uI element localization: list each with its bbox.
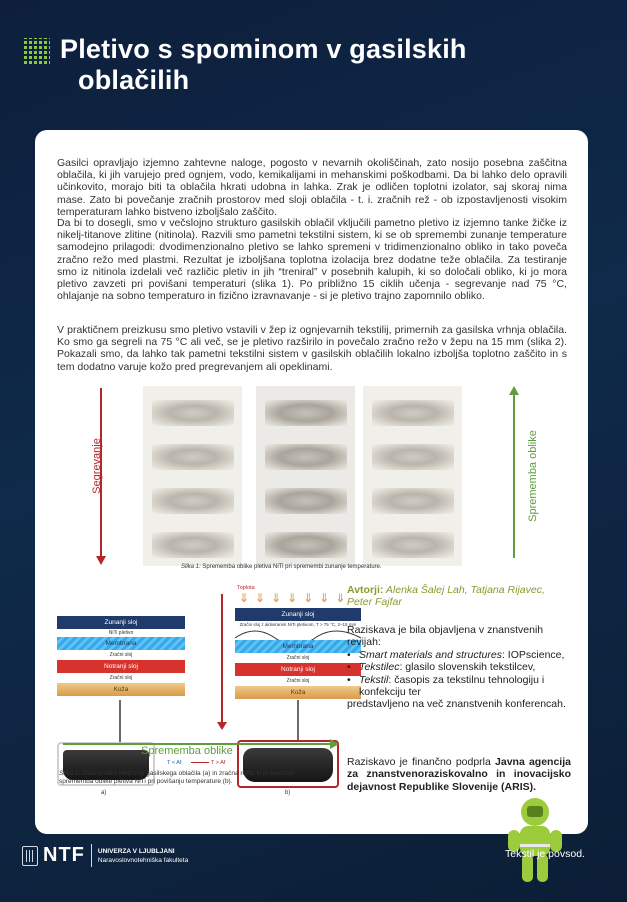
slogan: Tekstil je povsod. [505,848,585,860]
journal-name: Tekstil [359,673,389,686]
title-line-1: Pletivo s spominom v gasilskih [60,34,467,64]
layer-skin-left: Koža [57,683,185,696]
connector-right [297,700,299,742]
journal-desc: : glasilo slovenskih tekstilcev, [399,661,536,674]
layer-membrane-right: Membrana [235,640,361,653]
knit-sample [372,444,454,470]
heating-arrow-head-icon [96,556,106,565]
knit-sample [152,444,234,470]
figure2-caption-text: Zračna reža med sloji gasilskega oblačila (a) in zračna reža, ki jo povzroči sprememba oblike pletiva NiTi pri povišanju temperature (b). [59,770,295,785]
university-crest-icon [22,846,38,866]
photo-column-2 [256,386,355,566]
heat-direction-head-icon [217,722,227,730]
shape-change-label: Sprememba oblike [527,430,539,522]
shape-change-arrow-head-icon [509,386,519,395]
fig2-shape-label: Sprememba oblike [141,745,233,757]
air-layer-label-left-1: Zračni sloj [109,652,133,658]
figure1-caption [181,564,382,570]
heating-label: Segrevanje [91,438,103,494]
temp-high-label: T > Af [211,760,226,766]
journal-list [347,649,571,699]
journal-desc: : časopis za tekstilnu tehnologiju i konfekciju ter [359,673,545,699]
knit-sample [372,400,454,426]
photo-column-1 [143,386,242,566]
layer-outer-left: Zunanji sloj [57,616,185,629]
funding-text: Raziskavo je finančno podprla [347,756,496,768]
paragraph-intro: Gasilci opravljajo izjemno zahtevne naloge, pogosto v nevarnih okoliščinah, zato nosijo posebna zaščitna oblačila, ki jih varujejo pred ognjem, vodo, kemikalijami in mehanskimi poškodbami. Da bi lahko delo opravili učinkovito, morajo biti ta oblačila hkrati udobna in lahka. Zrak je odličen toplotni izolator, saj skoraj nima mase. Zato bi povečanje zračnih prostorov med sloji oblačila - t. i. zračnih rež - ob izpostavljenosti visokim temperaturam lahko bistveno izboljšalo zaščito. [57,157,567,218]
publication-block [347,624,571,711]
heat-direction-line [221,594,223,724]
funding-agency: Javna agencija za znanstvenoraziskovalno in inovacijsko dejavnost Republike Slovenije (ARIS). [347,756,571,793]
heat-label: Toplota [237,585,255,591]
publication-intro: Raziskava je bila objavljena v znanstvenih revijah: [347,624,544,649]
journal-desc: : IOPscience, [501,648,565,661]
knit-sample [372,488,454,514]
knit-sample [372,532,454,558]
ntf-wordmark: NTF [43,844,92,867]
university-line-1: UNIVERZA V LJUBLJANI [97,847,175,855]
air-layer-label-right-2: Zračni sloj [286,678,310,684]
knit-sample [265,400,347,426]
air-layer-label-left-2: Zračni sloj [109,675,133,681]
funding-block [347,756,571,793]
figure1-caption-text: Sprememba oblike pletiva NiTi pri spremembi zunanje temperature. [200,564,382,570]
journal-name: Smart materials and structures [359,648,502,661]
journal-item [347,674,571,699]
title-block [24,34,584,96]
layer-inner-left: Notranji sloj [57,660,185,673]
journal-item [347,661,571,673]
layer-outer-right: Zunanji sloj [235,608,361,621]
publication-outro: predstavljeno na več znanstvenih konferencah. [347,698,566,711]
connector-left [119,700,121,742]
layer-skin-right: Koža [235,686,361,699]
knit-sample [265,532,347,558]
authors-label: Avtorji: [347,584,384,596]
knit-sample [265,488,347,514]
shape-change-arrow-line [513,392,515,558]
knit-sample [152,400,234,426]
layer-membrane-left: Membrana [57,637,185,650]
knit-sample [152,488,234,514]
authors-names: Alenka Šalej Lah, Tatjana Rijavec, Peter Fajfar [347,584,545,609]
figure2-caption-prefix: Slika 2: [59,770,81,777]
knit-grid-icon [24,38,50,64]
fig2-shape-arrow-head-icon [330,739,339,749]
activated-air-gap-note: Zračni sloj z aktiviranim NiTi pletivom, T > 75 °C, 2–15 mm [239,622,357,627]
paragraph-method: Da bi to dosegli, smo v večslojno strukturo gasilskih oblačil vključili pametno pletivo iz izjemno tanke žičke iz nikelj-titanove zlitine (nitinola). Razvili smo pametni tekstilni sistem, ki se ob spremembi zunanje temperature samodejno prilagodi: dvodimenzionalno pletivo se lahko spremeni v tridimenzionalno obliko in tako poveča zračno režo med plastmi. Rezultat je izboljšana toplotna izolacija brez dodatne teže oblačila. Za testiranje smo iz nitinola izdelali več različic pletiv in jih “treniral” v posebnih kalupih, ki so določali obliko, ki jo mora pletivo zavzeti pri povišani temperaturi (slika 1). Po približno 15 ciklih učenja - segrevanje nad 75 °C, ohlajanje na sobno temperaturo in fizično izravnavanje - si je pletivo trajno zapomnilo obliko. [57,217,567,303]
temp-low-label: T < Af [167,760,182,766]
niti-knit-label: NiTi pletivo [108,630,134,636]
page-title [60,34,467,96]
university-name [98,847,188,865]
figure1-caption-prefix: Slika 1: [181,564,201,570]
label-b: b) [285,790,291,796]
knit-sample [265,444,347,470]
temp-arrow-line [191,762,209,763]
firefighter-mascot-icon [500,790,570,890]
photo-column-3 [363,386,462,566]
layer-inner-right: Notranji sloj [235,663,361,676]
content-card [35,130,588,834]
label-a: a) [101,790,107,796]
authors-block [347,584,571,609]
knit-sample [152,532,234,558]
paragraph-test: V praktičnem preizkusu smo pletivo vstavili v žep iz ognjevarnih tekstilij, primernih za gasilska vrhnja oblačila. Ko smo ga segreli na 75 °C ali več, se je pletivo razširilo in povečalo zračno režo v žepu na 15 mm (slika 2). Pokazali smo, da lahko tak pametni tekstilni sistem v gasilskih oblačilih lokalno izboljša toplotno zaščito in s tem dodatno varuje kožo pred pregrevanjem ali opeklinami. [57,324,567,373]
figure2-caption [59,770,329,786]
heat-arrows-icon: ⇓⇓⇓⇓⇓⇓⇓ [239,591,352,605]
faculty-logo [22,844,188,867]
journal-item [347,649,571,661]
title-line-2: oblačilih [78,65,190,95]
air-layer-label-right-1: Zračni sloj [286,655,310,661]
expanded-knit-wave [235,626,361,640]
journal-name: Tekstilec [359,661,400,674]
university-line-2: Naravoslovnotehniška fakulteta [97,856,189,864]
